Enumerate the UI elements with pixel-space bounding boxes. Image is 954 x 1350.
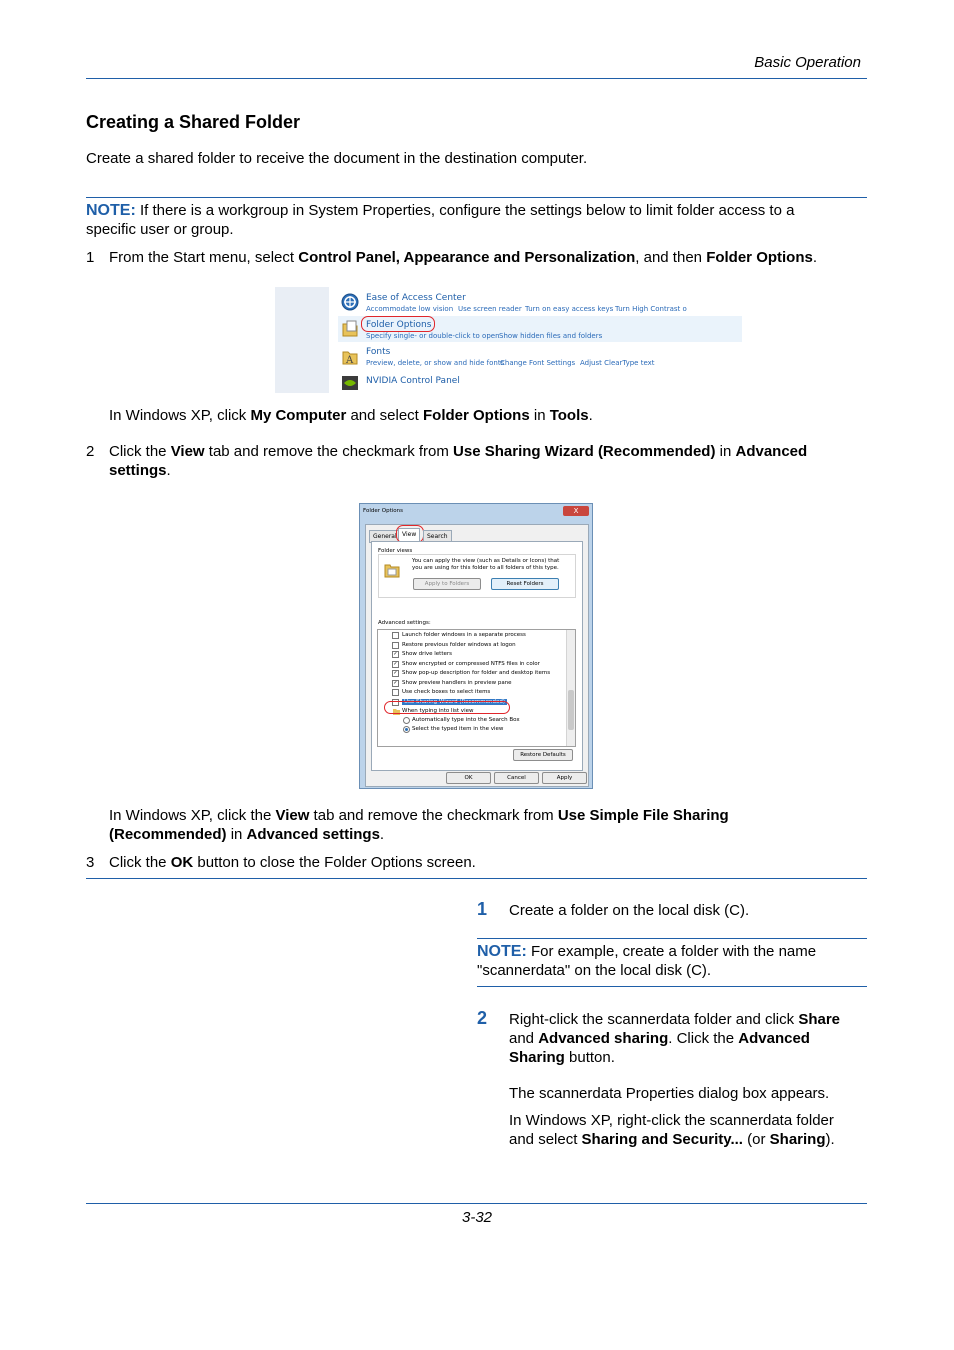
folder-views-text-b: you are using for this folder to all folders of this type.: [412, 565, 559, 571]
advanced-checkbox-label-5: Show preview handlers in preview pane: [402, 679, 512, 686]
step-2-t3: in: [715, 443, 736, 460]
nvidia-title[interactable]: NVIDIA Control Panel: [366, 376, 460, 386]
step-2-b2: Use Sharing Wizard (Recommended): [453, 443, 716, 460]
page-number: 3-32: [461, 1209, 493, 1226]
step-1-text: [109, 248, 817, 267]
note-2: [477, 942, 867, 980]
substep-1-text: Create a folder on the local disk (C).: [509, 902, 750, 919]
substep-2-xp: [509, 1111, 867, 1149]
ease-link-2[interactable]: Turn on easy access keys: [525, 305, 614, 313]
substep-2-b3: Advanced: [738, 1030, 810, 1047]
fonts-link-2[interactable]: Adjust ClearType text: [580, 359, 655, 367]
control-panel-screenshot: [275, 287, 687, 393]
radio-auto-search[interactable]: [403, 717, 410, 724]
xp2-b4: Advanced settings: [246, 826, 380, 843]
reset-folders-button[interactable]: Reset Folders: [491, 578, 559, 590]
advanced-checkbox-label-4: Show pop-up description for folder and desktop items: [402, 670, 551, 676]
substep-2-b2: Advanced sharing: [538, 1030, 669, 1047]
radio-select-typed-dot: [405, 728, 408, 731]
substep-2-xp-b1: Sharing and Security...: [581, 1131, 743, 1148]
xp1-b3: Tools: [549, 407, 589, 424]
xp1-b2: Folder Options: [423, 407, 530, 424]
note-rule-top: [86, 197, 867, 198]
xp1-t1: In Windows XP, click: [109, 407, 251, 424]
advanced-checkbox-2[interactable]: ✓: [393, 651, 398, 657]
xp1-t3: in: [529, 407, 550, 424]
svg-text:A: A: [346, 355, 354, 366]
folder-options-dialog: [359, 503, 593, 789]
note-text-b: specific user or group.: [86, 221, 234, 238]
sharing-wizard-red-circle: [384, 698, 510, 714]
step-1-number: 1: [86, 249, 95, 266]
folder-options-icon: [341, 320, 359, 338]
section-title: Creating a Shared Folder: [86, 112, 301, 132]
note-1: [86, 201, 867, 239]
cancel-button[interactable]: Cancel: [494, 772, 539, 784]
step-2-t2: tab and remove the checkmark from: [204, 443, 454, 460]
dialog-titlebar: [360, 504, 592, 520]
note-2-text-a: For example, create a folder with the name: [526, 943, 817, 960]
step-3-b1: OK: [170, 854, 194, 871]
step-3-t1: Click the: [109, 854, 171, 871]
substep-2-t1: Right-click the scannerdata folder and click: [509, 1011, 799, 1028]
step-1-t3: .: [812, 249, 818, 266]
ease-of-access-title[interactable]: Ease of Access Center: [366, 293, 466, 303]
note-2-rule-top: [477, 938, 867, 939]
advanced-checkbox-label-7: Use Sharing Wizard (Recommended): [404, 698, 505, 705]
fonts-title[interactable]: Fonts: [366, 347, 391, 357]
header-rule: [86, 78, 867, 79]
xp1-b1: My Computer: [250, 407, 347, 424]
xp2-b1: View: [275, 807, 310, 824]
folder-views-text-a: You can apply the view (such as Details or Icons) that: [412, 558, 560, 564]
xp1-t2: and select: [346, 407, 424, 424]
substep-2-xp-t2: (or: [742, 1131, 770, 1148]
ease-of-access-icon: [341, 293, 359, 311]
tab-general[interactable]: General: [369, 530, 401, 543]
advanced-settings-label: Advanced settings:: [378, 620, 431, 626]
step-3-number: 3: [86, 854, 95, 871]
step-3-t2: button to close the Folder Options screen.: [193, 854, 476, 871]
substep-2-b4: Sharing: [509, 1049, 565, 1066]
step-2-number: 2: [86, 443, 95, 460]
typing-label: When typing into list view: [402, 708, 474, 714]
advanced-settings-scrollbar[interactable]: [566, 630, 575, 746]
fonts-link-1[interactable]: Change Font Settings: [500, 359, 576, 367]
intro-text: Create a shared folder to receive the document in the destination computer.: [86, 150, 588, 167]
view-tab-panel: [371, 541, 583, 771]
note-text-a: If there is a workgroup in System Properties, configure the settings below to limit folder access to a: [135, 202, 795, 219]
xp2-t1: In Windows XP, click the: [109, 807, 276, 824]
advanced-checkbox-label-0: Launch folder windows in a separate process: [402, 632, 526, 638]
step-1-t1: From the Start menu, select: [109, 249, 299, 266]
note-2-text-b: "scannerdata" on the local disk (C).: [477, 962, 712, 979]
step-2-text: [109, 442, 867, 480]
tab-view[interactable]: View: [398, 528, 420, 542]
note-2-rule-bottom: [477, 986, 867, 987]
folder-views-icon: [384, 562, 400, 578]
step-2-t1: Click the: [109, 443, 171, 460]
substep-2-xp-t3: ).: [825, 1131, 835, 1148]
advanced-checkbox-1[interactable]: [392, 642, 399, 649]
substep-2-b1: Share: [798, 1011, 841, 1028]
step-2-b4: settings: [109, 462, 167, 479]
advanced-checkbox-label-2: Show drive letters: [402, 651, 452, 657]
substep-2-xp-a: In Windows XP, right-click the scannerdata folder: [509, 1112, 834, 1129]
nvidia-icon: [341, 374, 359, 392]
xp2-t3: in: [226, 826, 247, 843]
substep-2-text: [509, 1010, 867, 1067]
fonts-link-0[interactable]: Preview, delete, or show and hide fonts: [366, 359, 505, 367]
advanced-checkbox-label-6: Use check boxes to select items: [402, 689, 491, 695]
xp1-t4: .: [588, 407, 593, 424]
dialog-title: Folder Options: [363, 508, 403, 514]
advanced-checkbox-5[interactable]: ✓: [393, 679, 398, 686]
substep-2-xp-b2: Sharing: [769, 1131, 826, 1148]
xp2-t2: tab and remove the checkmark from: [309, 807, 558, 824]
folder-views-label: Folder views: [378, 548, 413, 554]
substep-2-t4: button.: [564, 1049, 615, 1066]
folder-link-0[interactable]: Specify single- or double-click to open: [366, 332, 500, 340]
section-rule: [86, 878, 867, 879]
note-2-label: NOTE:: [477, 943, 527, 960]
step-1-b2: Folder Options: [706, 249, 813, 266]
substep-2-number: 2: [477, 1008, 488, 1028]
xp2-t4: .: [379, 826, 385, 843]
folder-options-red-circle: [361, 316, 435, 332]
substep-1-number: 1: [477, 899, 488, 919]
step-2-t4: .: [166, 462, 171, 479]
dialog-body: [365, 524, 589, 787]
step-3-text: [109, 853, 476, 872]
step-1-t2: , and then: [635, 249, 707, 266]
advanced-checkbox-0[interactable]: [392, 632, 399, 639]
step-1-b1: Control Panel, Appearance and Personalization: [298, 249, 636, 266]
advanced-checkbox-label-3: Show encrypted or compressed NTFS files in color: [402, 660, 540, 667]
substep-2-t2: and: [509, 1030, 539, 1047]
scrollbar-thumb[interactable]: [568, 690, 574, 730]
control-panel-sidebar: [275, 287, 329, 393]
ease-link-1[interactable]: Use screen reader: [458, 305, 522, 313]
running-header: Basic Operation: [754, 54, 861, 71]
dialog-close-button[interactable]: X: [563, 506, 589, 516]
ok-button[interactable]: OK: [446, 772, 491, 784]
substep-2-t3: . Click the: [668, 1030, 739, 1047]
note-label: NOTE:: [86, 202, 136, 219]
ease-link-3[interactable]: Turn High Contrast o: [615, 305, 687, 313]
advanced-checkbox-6[interactable]: [392, 689, 399, 696]
folder-options-title[interactable]: Folder Options: [366, 320, 432, 330]
advanced-settings-list[interactable]: [377, 629, 576, 747]
advanced-checkbox-3[interactable]: ✓: [393, 660, 398, 667]
ease-link-0[interactable]: Accommodate low vision: [366, 305, 454, 313]
advanced-checkbox-label-1: Restore previous folder windows at logon: [402, 641, 516, 648]
fonts-folder-icon: [341, 348, 359, 366]
apply-to-folders-button[interactable]: Apply to Folders: [413, 578, 481, 590]
step-2-b3: Advanced: [735, 443, 808, 460]
xp2-b2: Use Simple File Sharing: [557, 807, 729, 824]
apply-button[interactable]: Apply: [542, 772, 587, 784]
radio-select-typed[interactable]: [403, 726, 410, 733]
radio-select-typed-label: Select the typed item in the view: [412, 726, 504, 732]
step-2-b1: View: [170, 443, 205, 460]
xp-note-1: [109, 406, 593, 425]
restore-defaults-button[interactable]: Restore Defaults: [513, 749, 573, 761]
xp-note-2: [109, 806, 867, 844]
footer-rule: [86, 1203, 867, 1204]
radio-auto-search-label: Automatically type into the Search Box: [412, 717, 520, 723]
xp2-b3: (Recommended): [109, 826, 227, 843]
substep-2-xp-t1: and select: [509, 1131, 582, 1148]
folder-link-1[interactable]: Show hidden files and folders: [499, 332, 603, 340]
advanced-checkbox-4[interactable]: ✓: [393, 670, 398, 676]
tab-search[interactable]: Search: [423, 530, 452, 543]
substep-2-appears: The scannerdata Properties dialog box appears.: [509, 1085, 830, 1102]
